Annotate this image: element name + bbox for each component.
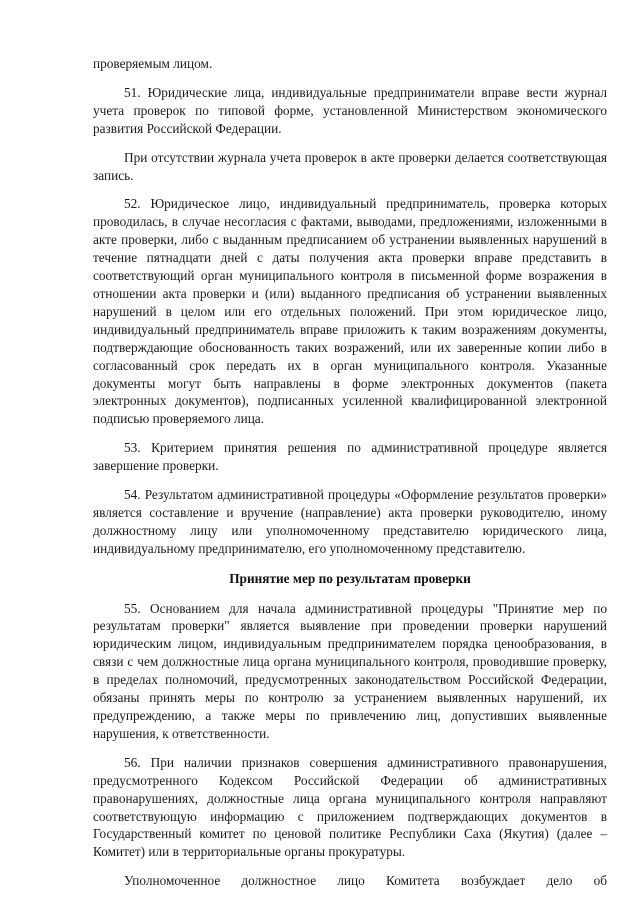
paragraph-54: 54. Результатом административной процедуры «Оформление результатов проверки» является составление и вручение (направление) акта проверки руководителю, иному должностному лицу или уполномоченному представителю юридического лица, индивидуальному предпринимателю, его уполномоченному представителю.: [93, 487, 607, 556]
paragraph-52: 52. Юридическое лицо, индивидуальный предприниматель, проверка которых проводилась, в случае несогласия с фактами, выводами, предложениями, изложенными в акте проверки, либо с выданным предписанием об устранении выявленных нарушений в течение пятнадцати дней с даты получения акта проверки вправе представить в соответствующий орган муниципального контроля в письменной форме возражения в отношении акта проверки и (или) выданного предписания об устранении выявленных нарушений в целом или его отдельных положений. При этом юридическое лицо, индивидуальный предприниматель вправе приложить к таким возражениям документы, подтверждающие обоснованность таких возражений, или их заверенные копии либо в согласованный срок передать их в орган муниципального контроля. Указанные документы могут быть направлены в форме электронных документов (пакета электронных документов), подписанных усиленной квалифицированной электронной подписью проверяемого лица.: [93, 196, 607, 427]
paragraph-56: 56. При наличии признаков совершения административного правонарушения, предусмотренного Кодексом Российской Федерации об административных правонарушениях, должностные лица органа муниципального контроля направляют соответствующую информацию с приложением подтверждающих документов в Государственный комитет по ценовой политике Республики Саха (Якутия) (далее – Комитет) или в территориальные органы прокуратуры.: [93, 754, 607, 860]
paragraph-51-note: При отсутствии журнала учета проверок в акте проверки делается соответствующая запись.: [93, 149, 607, 183]
section-heading: Принятие мер по результатам проверки: [229, 570, 471, 586]
paragraph-53: 53. Критерием принятия решения по административной процедуре является завершение проверки.: [93, 440, 607, 474]
paragraph-51: 51. Юридические лица, индивидуальные предприниматели вправе вести журнал учета проверок по типовой форме, установленной Министерством экономического развития Российской Федерации.: [93, 84, 607, 136]
paragraph-55: 55. Основанием для начала административной процедуры "Принятие мер по результатам проверки" является выявление при проведении проверки нарушений юридическим лицом, индивидуальным предпринимателем порядка ценообразования, в связи с чем должностные лица органа муниципального контроля, проводившие проверку, в пределах полномочий, предусмотренных законодательством Российской Федерации, обязаны принять меры по контролю за устранением выявленных нарушений, их предупреждению, а также меры по привлечению лиц, допустивших выявленные нарушения, к ответственности.: [93, 600, 607, 741]
continuation-text: проверяемым лицом.: [93, 56, 213, 71]
trailing-line: Уполномоченное должностное лицо Комитета возбуждает дело об: [124, 873, 607, 889]
